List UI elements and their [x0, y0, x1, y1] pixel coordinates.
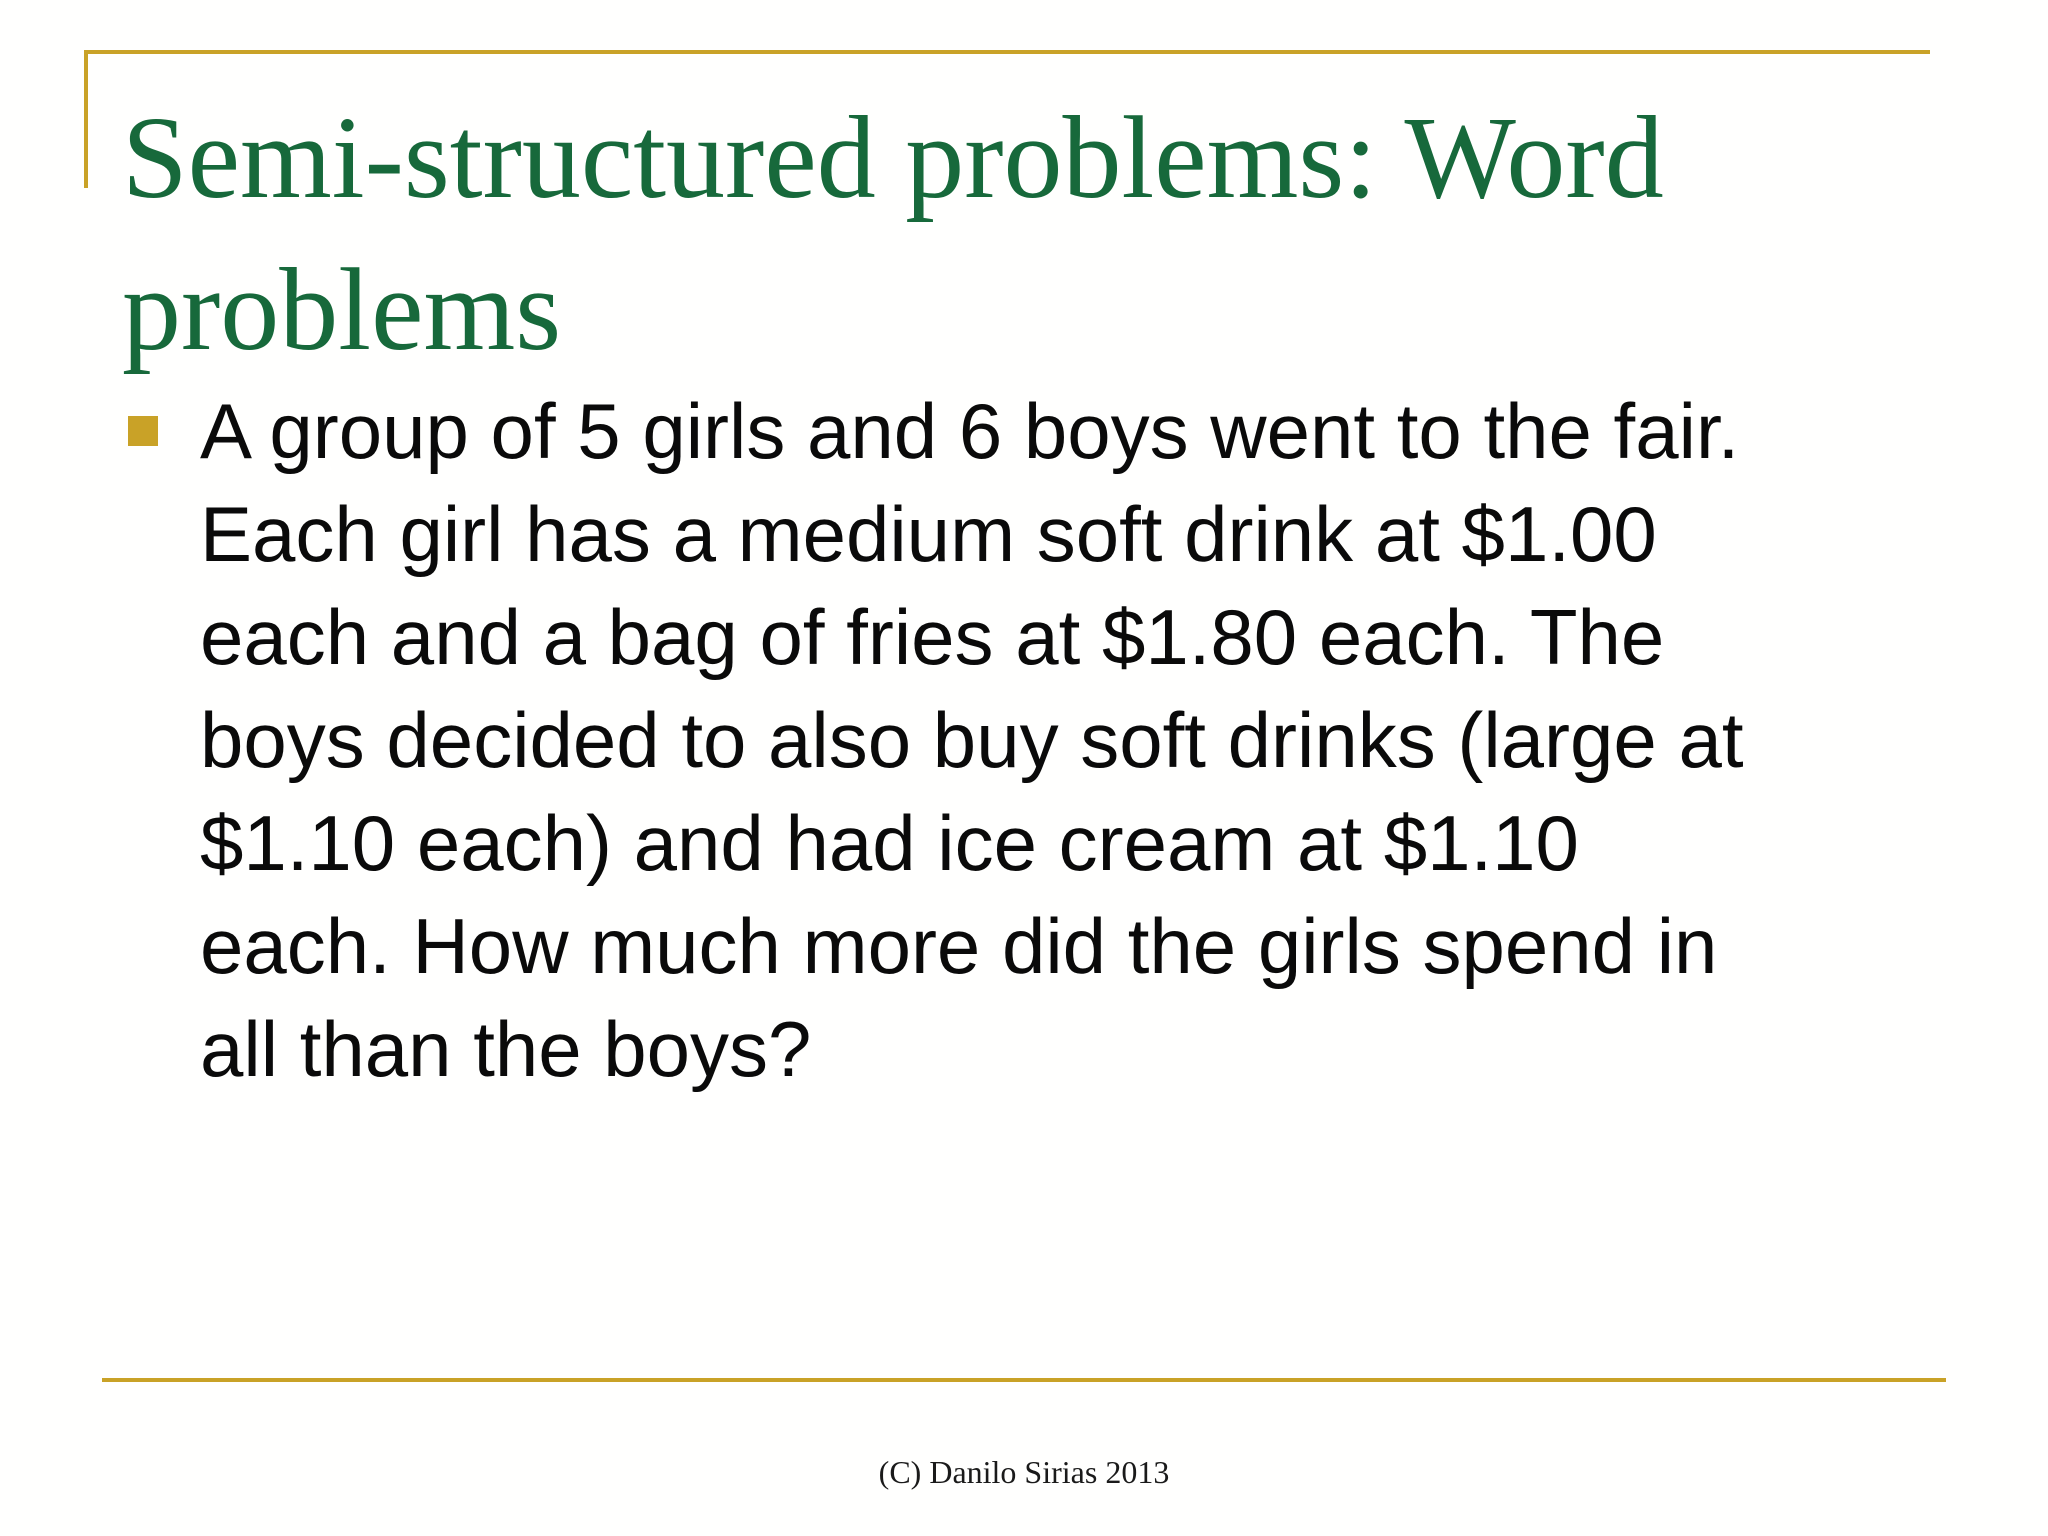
square-bullet-icon — [128, 416, 158, 446]
slide-title: Semi-structured problems: Word problems — [122, 92, 1664, 375]
left-accent-rule — [84, 50, 88, 188]
top-accent-rule — [84, 50, 1930, 54]
bottom-accent-rule — [102, 1378, 1946, 1382]
footer-copyright: (C) Danilo Sirias 2013 — [878, 1454, 1170, 1490]
bullet-text: A group of 5 girls and 6 boys went to the fair. Each girl has a medium soft drink at $1.00 each and a bag of fries at $1.80 each. The boys decided to also buy soft drinks (large at $1.10 each) and had ice cream at $1.10 each. How much more did the girls spend in all than the boys? — [200, 387, 1744, 1093]
